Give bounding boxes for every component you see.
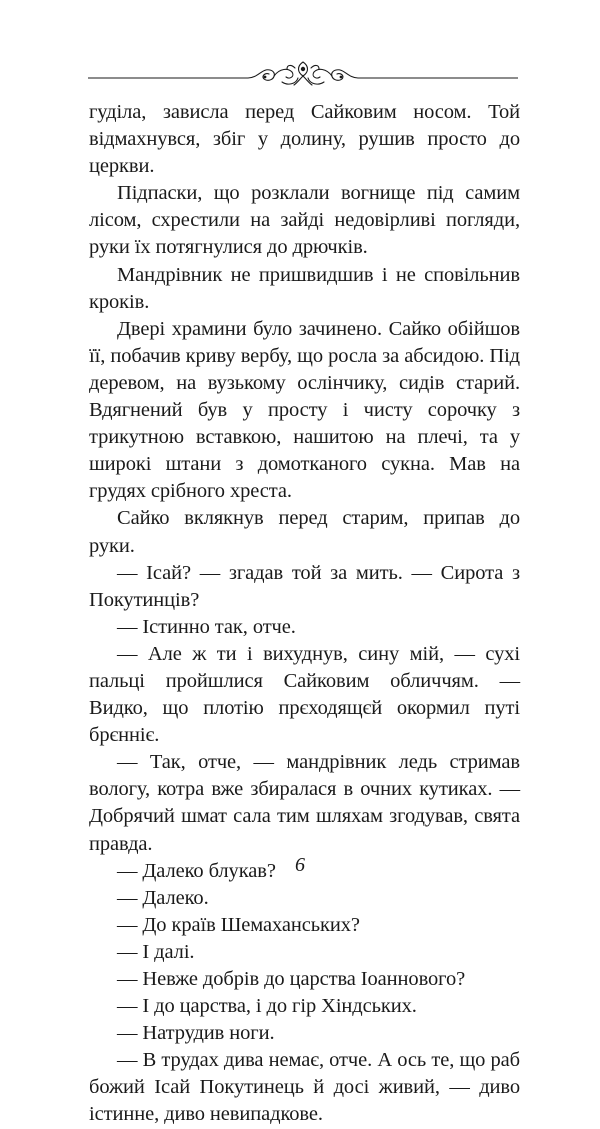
paragraph: Двері храмини було зачинено. Сайко обійшов її, побачив криву вербу, що росла за абсидою. Під деревом, на вузькому ослінчику, сидів старий. Вдягнений був у просту і чисту сорочку з трикутною вставкою, нашитою на плечі, та у широкі штани з домотканого сукна. Мав на грудях срібного хреста.: [89, 317, 520, 503]
dialogue-line: — Натрудив ноги.: [117, 1022, 275, 1045]
dialogue-line: — В трудах дива немає, отче. А ось те, що раб божий Ісай Покутинець й досі живий, — диво істинне, диво невипадкове.: [89, 1049, 520, 1126]
dialogue-line: — Так, отче, — мандрівник ледь стримав вологу, котра вже збиралася в очних кутиках. — Добрячий шмат сала тим шляхам згодував, свята правда.: [89, 751, 520, 855]
dialogue-line: — І далі.: [117, 940, 195, 963]
dialogue-line: — І до царства, і до гір Хіндських.: [117, 995, 417, 1018]
dialogue-line: — Невже добрів до царства Іоаннового?: [117, 968, 466, 990]
paragraph: Підпаски, що розклали вогнище під самим лісом, схрестили на зайді недовірливі погляди, руки їх потягнулися до дрючків.: [89, 182, 520, 259]
paragraph: гуділа, зависла перед Сайковим носом. Той відмахнувся, збіг у долину, рушив просто до церкви.: [89, 101, 520, 178]
dialogue-line: — Істинно так, отче.: [117, 615, 296, 638]
page-number: 6: [295, 854, 305, 876]
dialogue-line: — Далеко.: [117, 886, 209, 909]
body-text: [89, 99, 520, 1129]
paragraph: Мандрівник не пришвидшив і не сповільнив кроків.: [89, 263, 520, 313]
dialogue-line: — Але ж ти і вихуднув, сину мій, — сухі пальці пройшлися Сайковим обличчям. — Видко, що плотію прєходящєй окормил путі брєнніє.: [89, 642, 520, 747]
paragraph: Сайко вклякнув перед старим, припав до руки.: [89, 507, 520, 557]
dialogue-line: — До країв Шемаханських?: [117, 913, 360, 936]
dialogue-line: — Ісай? — згадав той за мить. — Сирота з Покутинців?: [89, 561, 520, 611]
decorative-header-ornament: [88, 56, 518, 88]
dialogue-line: — Далеко блукав?: [117, 859, 276, 882]
